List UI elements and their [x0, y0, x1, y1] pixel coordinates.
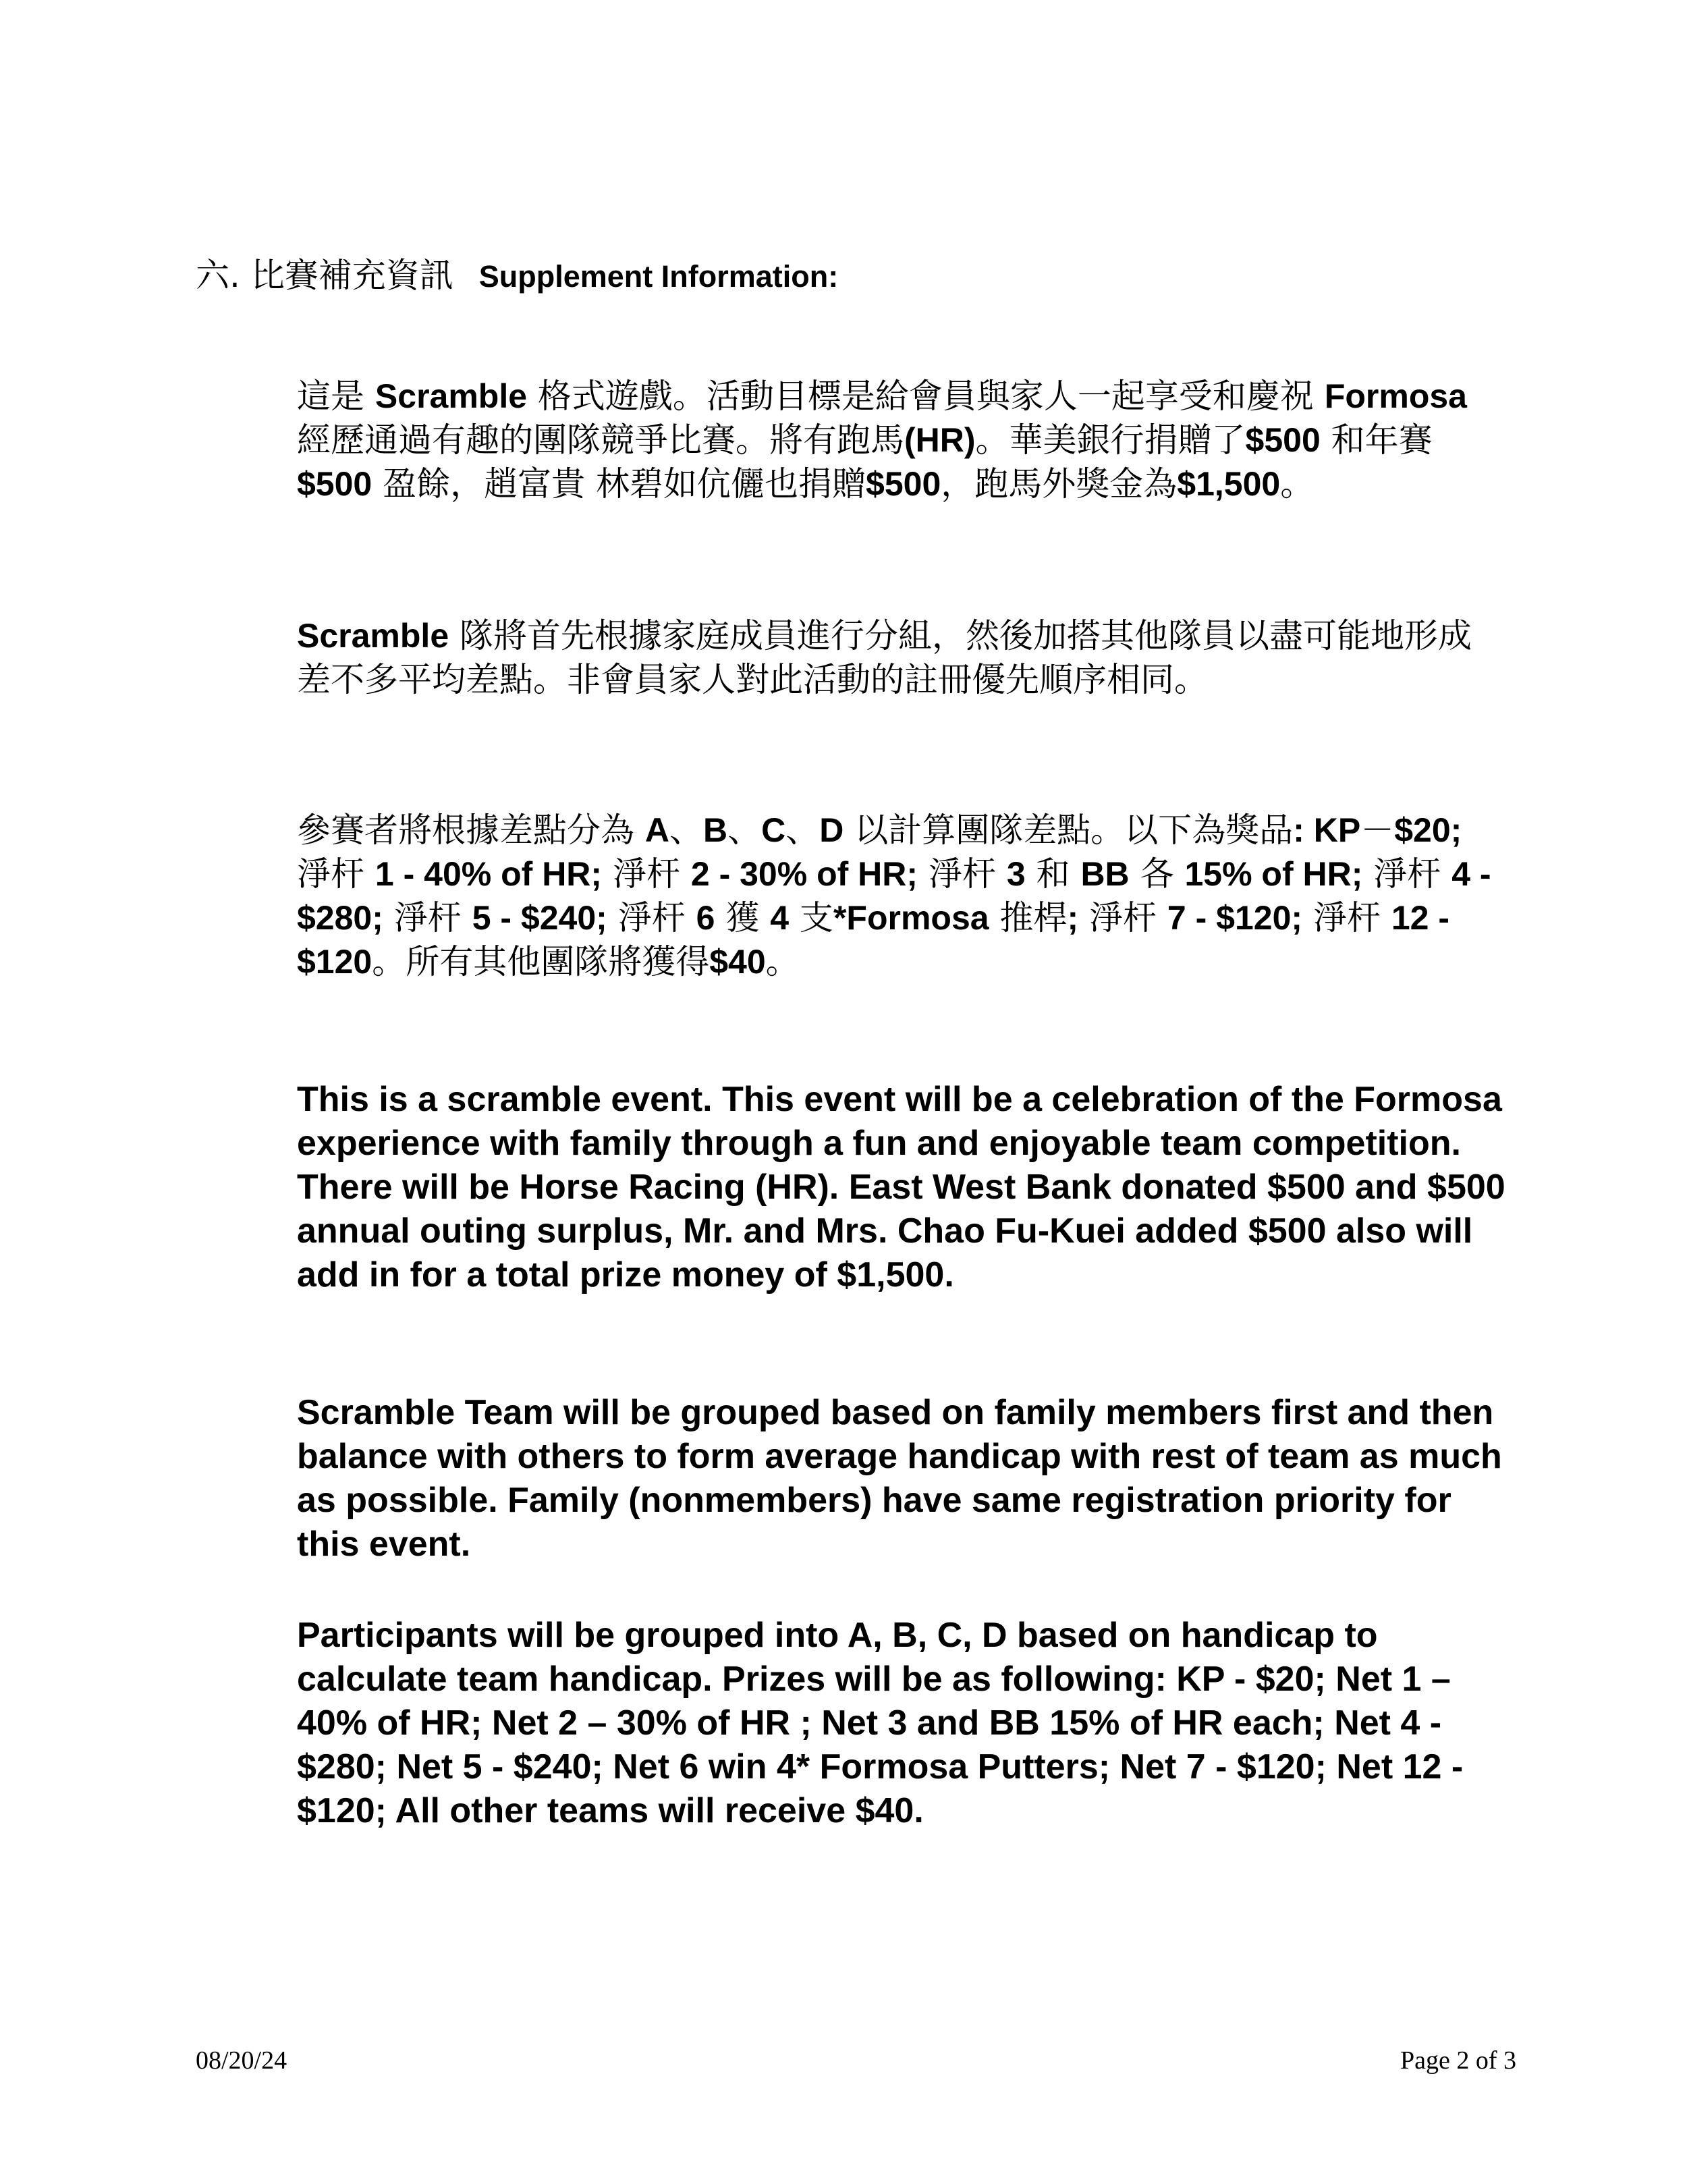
en-paragraph-prizes: [297, 1614, 1512, 1833]
text-run: 、: [669, 811, 704, 850]
text-run: 淨杆: [1302, 898, 1391, 937]
text-run: 這是: [297, 377, 375, 416]
bold-run: A: [644, 811, 670, 849]
text-run: 淨杆: [1362, 854, 1452, 894]
bold-run: $40: [709, 943, 766, 981]
text-run: 和年賽: [1320, 420, 1433, 460]
en-paragraph-team-grouping: [297, 1391, 1512, 1566]
text-run: 支: [789, 898, 833, 937]
text-run: 盈餘，趙富貴 林碧如伉儷也捐贈: [372, 464, 866, 503]
footer-date: 08/20/24: [196, 2046, 287, 2075]
bold-run: Formosa: [1324, 377, 1467, 415]
zh-paragraph-text: [297, 809, 1498, 984]
bold-run: $1,500: [1177, 465, 1281, 503]
bold-run: B: [703, 811, 728, 849]
bold-run: Scramble: [297, 617, 449, 655]
en-paragraph-text: Participants will be grouped into A, B, C, D based on handicap to calculate team handicap. Prizes will be as following: KP - $20; Net 1 – 40% of HR; Net 2 – 30% of HR ; Net 3 and BB 15% of HR each; Net 4 - $280; Net 5 - $240; Net 6 win 4* Formosa Putters; Net 7 - $120; Net 12 - $120; All other teams will receive $40.: [297, 1616, 1464, 1830]
bold-run: 6: [696, 899, 715, 937]
text-run: －: [1360, 811, 1395, 850]
bold-run: ;: [1067, 899, 1079, 937]
text-run: 、: [785, 811, 820, 850]
en-paragraph-text: Scramble Team will be grouped based on family members first and then balance with others to form average handicap with rest of team as much as possible. Family (nonmembers) have same registration priority for this event.: [297, 1393, 1502, 1564]
section-heading: [196, 255, 838, 297]
text-run: 和: [1025, 854, 1081, 894]
text-run: 。華美銀行捐贈了: [975, 420, 1246, 460]
text-run: 淨杆: [918, 854, 1007, 894]
bold-run: 2 - 30% of HR;: [690, 855, 918, 893]
text-run: ，跑馬外獎金為: [941, 464, 1178, 503]
zh-paragraph-prize-money: [297, 375, 1498, 506]
bold-run: 12 - $120: [297, 899, 1450, 981]
bold-run: 5 - $240;: [472, 899, 607, 937]
bold-run: D: [819, 811, 844, 849]
text-run: 經歷通過有趣的團隊競爭比賽。將有跑馬: [297, 420, 904, 460]
text-run: 淨杆: [383, 898, 472, 937]
bold-run: C: [761, 811, 786, 849]
bold-run: Scramble: [375, 377, 528, 415]
text-run: 淨杆: [1078, 898, 1167, 937]
zh-paragraph-text: [297, 375, 1498, 506]
zh-paragraph-text: [297, 614, 1498, 702]
text-run: 獲: [715, 898, 771, 937]
en-paragraph-text: This is a scramble event. This event will be a celebration of the Formosa experience with family through a fun and enjoyable team competition. There will be Horse Racing (HR). East West Bank donated $500 and $500 annual outing surplus, Mr. and Mrs. Chao Fu-Kuei added $500 also will add in for a total prize money of $1,500.: [297, 1080, 1505, 1294]
bold-run: (HR): [904, 421, 976, 459]
bold-run: 1 - 40% of HR;: [375, 855, 603, 893]
text-run: 。所有其他團隊將獲得: [372, 942, 710, 981]
bold-run: 4: [770, 899, 790, 937]
text-run: 推桿: [989, 898, 1068, 937]
bold-run: $500: [297, 465, 372, 503]
bold-run: 3: [1006, 855, 1026, 893]
text-run: 格式遊戲。活動目標是給會員與家人一起享受和慶祝: [527, 377, 1325, 416]
text-run: 淨杆: [602, 854, 691, 894]
bold-run: *Formosa: [833, 899, 989, 937]
text-run: 各: [1129, 854, 1185, 894]
bold-run: $20;: [1394, 811, 1462, 849]
zh-paragraph-team-grouping: [297, 614, 1498, 702]
section-title-zh: 比賽補充資訊: [250, 256, 453, 295]
text-run: 參賽者將根據差點分為: [297, 811, 645, 850]
text-run: 。: [765, 942, 800, 981]
bold-run: BB: [1080, 855, 1130, 893]
bold-run: 4 - $280;: [297, 855, 1491, 937]
bold-run: $500: [1245, 421, 1321, 459]
section-title-en: Supplement Information:: [478, 259, 839, 294]
text-run: 淨杆: [607, 898, 696, 937]
en-paragraph-prize-money: [297, 1078, 1512, 1297]
bold-run: 7 - $120;: [1167, 899, 1303, 937]
bold-run: 15% of HR;: [1184, 855, 1363, 893]
footer-page-number: Page 2 of 3: [1400, 2046, 1516, 2075]
text-run: 以計算團隊差點。以下為獎品: [844, 811, 1294, 850]
text-run: 隊將首先根據家庭成員進行分組，然後加搭其他隊員以盡可能地形成差不多平均差點。非會員家人對此活動的註冊優先順序相同。: [297, 616, 1472, 699]
section-number: 六.: [196, 256, 240, 295]
text-run: 淨杆: [297, 854, 375, 894]
bold-run: : KP: [1293, 811, 1361, 849]
text-run: 、: [727, 811, 762, 850]
text-run: 。: [1280, 464, 1315, 503]
bold-run: $500: [866, 465, 941, 503]
zh-paragraph-prizes: [297, 809, 1498, 984]
